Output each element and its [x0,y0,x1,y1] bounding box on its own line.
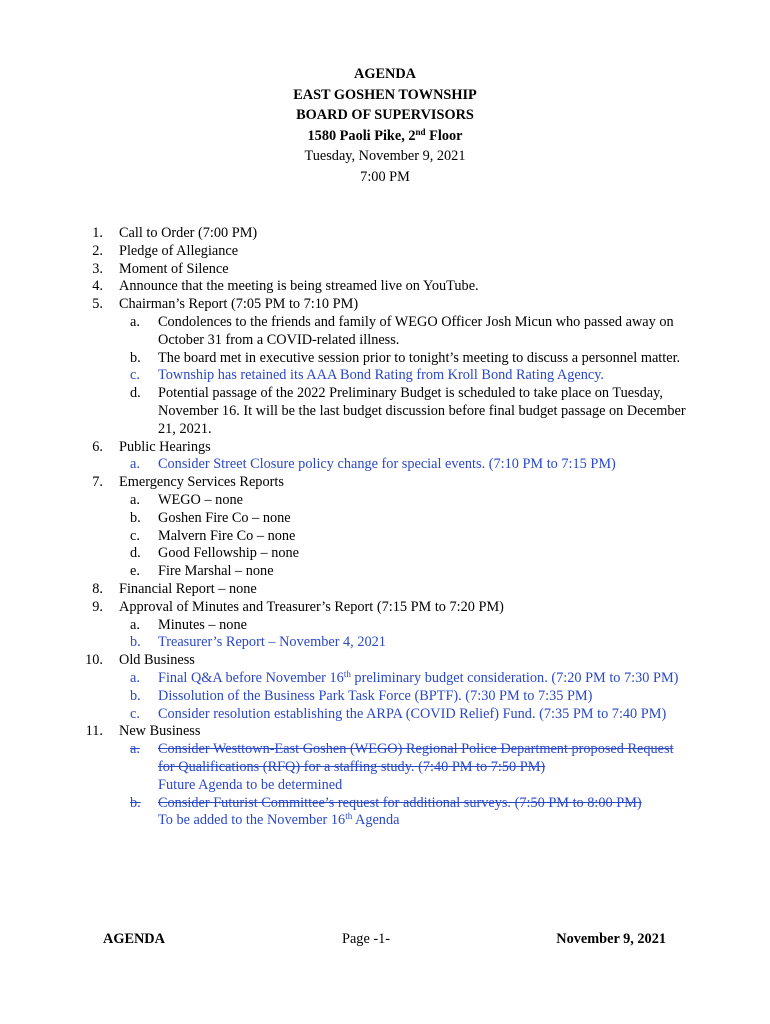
subitem-letter: a. [130,313,140,330]
agenda-subitem [0,350,770,368]
header-time: 7:00 PM [360,168,410,185]
agenda-subitem [0,492,770,510]
subitem-text: Consider resolution establishing the ARPA (COVID Relief) Fund. (7:35 PM to 7:40 PM) [158,705,667,722]
item-number: 1. [92,225,103,241]
subitem-letter: b. [130,687,141,704]
item-number: 4. [92,278,103,295]
agenda-item [0,278,770,296]
subitem-letter: b. [130,634,141,651]
subitem-note-part: Agenda [352,812,400,829]
subitem-text: The board met in executive session prior to tonight’s meeting to discuss a personnel matter. [158,349,681,366]
item-text: Financial Report – none [119,580,257,597]
item-text: Chairman’s Report (7:05 PM to 7:10 PM) [119,296,359,313]
item-text: Public Hearings [119,438,211,455]
agenda-item [0,439,770,457]
item-text: Approval of Minutes and Treasurer’s Report (7:15 PM to 7:20 PM) [119,598,504,615]
subitem-note: Future Agenda to be determined [158,776,343,793]
subitem-letter: e. [130,563,140,580]
subitem-text: Fire Marshal – none [158,563,274,580]
item-number: 10. [85,652,103,669]
subitem-text [158,670,688,688]
subitem-letter: b. [130,349,141,366]
agenda-subitem [0,634,770,652]
agenda-subitem [0,688,770,706]
subitem-text-struck: Consider Westtown-East Goshen (WEGO) Regional Police Department proposed Request for Qualifications (RFQ) for a staffing study. (7:40 PM to 7:50 PM) [158,741,674,775]
agenda-subitem [0,545,770,563]
item-text: Call to Order (7:00 PM) [119,225,258,241]
subitem-text: Malvern Fire Co – none [158,527,296,544]
item-text: Announce that the meeting is being streamed live on YouTube. [119,278,479,295]
item-number: 9. [92,598,103,615]
footer-date: November 9, 2021 [556,931,666,947]
agenda-header [0,64,770,187]
item-text: Pledge of Allegiance [119,242,239,259]
agenda-item [0,581,770,599]
agenda-subitem [0,528,770,546]
agenda-subitem [0,314,770,350]
agenda-item [0,652,770,670]
agenda-item [0,474,770,492]
subitem-text-sup: th [343,668,351,679]
item-number: 7. [92,474,103,491]
item-text: Emergency Services Reports [119,474,284,491]
subitem-note [158,812,688,830]
agenda-list [0,225,770,830]
agenda-item [0,225,770,243]
header-address [0,126,770,147]
footer-page-number: Page -1- [342,931,391,947]
subitem-letter: b. [130,794,141,811]
subitem-letter: a. [130,741,140,758]
agenda-item [0,599,770,617]
agenda-subitem [0,456,770,474]
subitem-text: Good Fellowship – none [158,545,299,562]
agenda-item [0,296,770,314]
subitem-letter: a. [130,616,140,633]
subitem-letter: a. [130,456,140,473]
agenda-item [0,261,770,279]
subitem-text: Treasurer’s Report – November 4, 2021 [158,634,386,651]
subitem-text-part: Final Q&A before November 16 [158,669,344,686]
agenda-item [0,723,770,741]
agenda-item [0,243,770,261]
subitem-text: Dissolution of the Business Park Task Force (BPTF). (7:30 PM to 7:35 PM) [158,687,593,704]
subitem-text: Potential passage of the 2022 Preliminary Budget is scheduled to take place on Tuesday, November 16. It will be the last budget discussion before final budget passage on December 21, 2021. [158,385,686,437]
subitem-letter: b. [130,509,141,526]
item-number: 8. [92,580,103,597]
subitem-note-part: To be added to the November 16 [158,812,346,829]
subitem-text: Township has retained its AAA Bond Rating from Kroll Bond Rating Agency. [158,367,605,384]
footer-left: AGENDA [103,931,165,947]
agenda-subitem [0,510,770,528]
subitem-letter: a. [130,669,140,686]
item-number: 6. [92,438,103,455]
subitem-note-sup: th [345,811,353,822]
agenda-subitem [0,617,770,635]
item-text: Old Business [119,652,195,669]
item-text: New Business [119,723,201,740]
subitem-letter: c. [130,527,140,544]
subitem-letter: c. [130,705,140,722]
subitem-text: Goshen Fire Co – none [158,509,291,526]
subitem-text-part: preliminary budget consideration. (7:20 PM to 7:30 PM) [350,669,679,686]
agenda-subitem [0,741,770,794]
agenda-subitem [0,706,770,724]
agenda-subitem [0,563,770,581]
subitem-letter: d. [130,385,141,402]
item-number: 3. [92,260,103,277]
item-text: Moment of Silence [119,260,229,277]
subitem-text: Condolences to the friends and family of WEGO Officer Josh Micun who passed away on October 31 from a COVID-related illness. [158,313,674,348]
subitem-text-struck: Consider Futurist Committee’s request for additional surveys. (7:50 PM to 8:00 PM) [158,794,642,811]
header-address-sup: nd [415,126,426,137]
agenda-subitem [0,795,770,831]
agenda-subitem [0,670,770,688]
header-date: Tuesday, November 9, 2021 [304,148,466,164]
agenda-subitem [0,385,770,438]
item-number: 2. [92,242,103,259]
page-footer [0,931,770,951]
subitem-letter: a. [130,491,140,508]
header-board: BOARD OF SUPERVISORS [296,107,474,123]
item-number: 11. [85,723,103,740]
subitem-text: Consider Street Closure policy change for special events. (7:10 PM to 7:15 PM) [158,456,616,473]
header-title: AGENDA [354,66,416,82]
header-address-floor: Floor [425,127,463,144]
header-township: EAST GOSHEN TOWNSHIP [293,86,477,103]
subitem-letter: c. [130,367,140,384]
subitem-text: WEGO – none [158,491,243,508]
item-number: 5. [92,296,103,313]
header-address-text: 1580 Paoli Pike, 2 [307,127,416,144]
subitem-text: Minutes – none [158,616,247,633]
agenda-subitem [0,367,770,385]
subitem-letter: d. [130,545,141,562]
